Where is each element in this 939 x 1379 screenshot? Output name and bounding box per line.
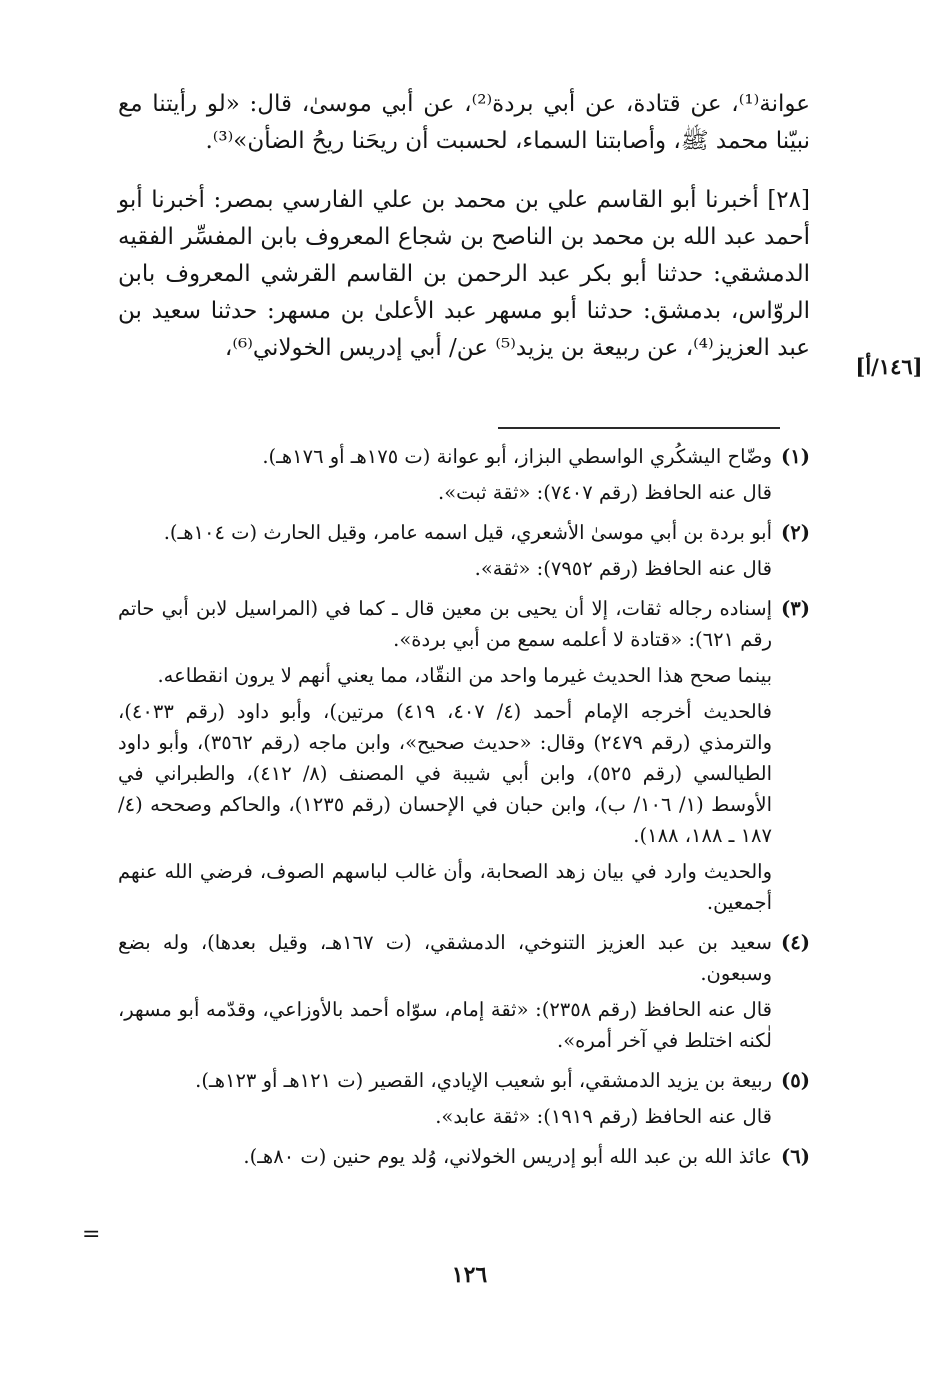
footnote-paragraph: عائذ الله بن عبد الله أبو إدريس الخولاني، وُلد يوم حنين (ت ٨٠هـ).	[243, 1145, 772, 1168]
footnote-body	[118, 441, 772, 508]
footnote-paragraph: فالحديث أخرجه الإمام أحمد (٤/ ٤٠٧، ٤١٩) مرتين)، وأبو داود (رقم ٤٠٣٣)، والترمذي (رقم ٢٤٧٩) وقال: «حديث صحيح»، وابن ماجه (رقم ٣٥٦٢)، وأبو داود الطيالسي (رقم ٥٢٥)، وابن أبي شيبة في المصنف (٨/ ٤١٢)، والطبراني في الأوسط (١/ ١٠٦/ ب)، وابن حبان في الإحسان (رقم ١٢٣٥)، والحاكم وصححه (٤/ ١٨٧ ـ ١٨٨، ١٨٨).	[118, 700, 772, 847]
footnote-paragraph: قال عنه الحافظ (رقم ٧٤٠٧): «ثقة ثبت».	[438, 481, 772, 504]
continuation-mark: =	[82, 1222, 101, 1247]
footnote-number: (٢)	[781, 521, 810, 544]
main-paragraph-1: عوانة⁽¹⁾، عن قتادة، عن أبي بردة⁽²⁾، عن أبي موسىٰ، قال: «لو رأيتنا مع نبيّنا محمد ﷺ، وأصابتنا السماء، لحسبت أن ريحَنا ريحُ الضأن»⁽³⁾.	[118, 91, 810, 154]
footnote-6	[118, 1141, 810, 1172]
footnote-3	[118, 593, 810, 918]
footnote-body	[118, 593, 772, 918]
footnote-separator	[498, 427, 780, 429]
footnote-paragraph: بينما صحح هذا الحديث غيرما واحد من النقّاد، مما يعني أنهم لا يرون انقطاعه.	[157, 664, 772, 687]
footnote-paragraph: أبو بردة بن أبي موسىٰ الأشعري، قيل اسمه عامر، وقيل الحارث (ت ١٠٤هـ).	[163, 521, 772, 544]
footnote-number: (١)	[781, 445, 810, 468]
footnote-body	[118, 1065, 772, 1132]
footnote-number: (٤)	[781, 931, 810, 954]
manuscript-folio-reference: [١٤٦/أ]	[855, 354, 923, 379]
footnote-body	[118, 927, 772, 1056]
footnote-4	[118, 927, 810, 1056]
footnote-number: (٥)	[781, 1069, 810, 1092]
footnote-paragraph: وضّاح اليشكُري الواسطي البزاز، أبو عوانة (ت ١٧٥هـ أو ١٧٦هـ).	[262, 445, 772, 468]
main-text	[118, 86, 810, 367]
footnote-2	[118, 517, 810, 584]
footnote-paragraph: والحديث وارد في بيان زهد الصحابة، وأن غالب لباسهم الصوف، فرضي الله عنهم أجمعين.	[118, 860, 772, 914]
footnote-number: (٣)	[781, 597, 810, 620]
footnote-1	[118, 441, 810, 508]
footnote-paragraph: قال عنه الحافظ (رقم ٧٩٥٢): «ثقة».	[474, 557, 772, 580]
footnote-paragraph: ربيعة بن يزيد الدمشقي، أبو شعيب الإيادي، القصير (ت ١٢١هـ أو ١٢٣هـ).	[195, 1069, 772, 1092]
footnote-paragraph: قال عنه الحافظ (رقم ١٩١٩): «ثقة عابد».	[435, 1105, 772, 1128]
footnotes	[118, 441, 810, 1181]
footnote-body	[118, 517, 772, 584]
footnote-5	[118, 1065, 810, 1132]
footnote-number: (٦)	[781, 1145, 810, 1168]
main-paragraph-2: [٢٨] أخبرنا أبو القاسم علي بن محمد بن علي الفارسي بمصر: أخبرنا أبو أحمد عبد الله بن محمد بن الناصح بن شجاع المعروف بابن المفسِّر الفقيه الدمشقي: حدثنا أبو بكر عبد الرحمن بن القاسم القرشي المعروف بابن الروّاس، بدمشق: حدثنا أبو مسهر عبد الأعلىٰ بن مسهر: حدثنا سعيد بن عبد العزيز⁽⁴⁾، عن ربيعة بن يزيد⁽⁵⁾ عن/ أبي إدريس الخولاني⁽⁶⁾،	[118, 187, 810, 361]
page-number: ١٢٦	[451, 1262, 488, 1288]
footnote-paragraph: سعيد بن عبد العزيز التنوخي، الدمشقي، (ت ١٦٧هـ، وقيل بعدها)، وله بضع وسبعون.	[118, 931, 773, 985]
footnote-paragraph: قال عنه الحافظ (رقم ٢٣٥٨): «ثقة إمام، سوّاه أحمد بالأوزاعي، وقدّمه أبو مسهر، لٰكنه اختلط في آخر أمره».	[118, 998, 772, 1052]
footnote-body	[118, 1141, 772, 1172]
footnote-paragraph: إسناده رجاله ثقات، إلا أن يحيى بن معين قال ـ كما في (المراسيل لابن أبي حاتم رقم ٦٢١): «قتادة لا أعلمه سمع من أبي بردة».	[118, 597, 772, 651]
